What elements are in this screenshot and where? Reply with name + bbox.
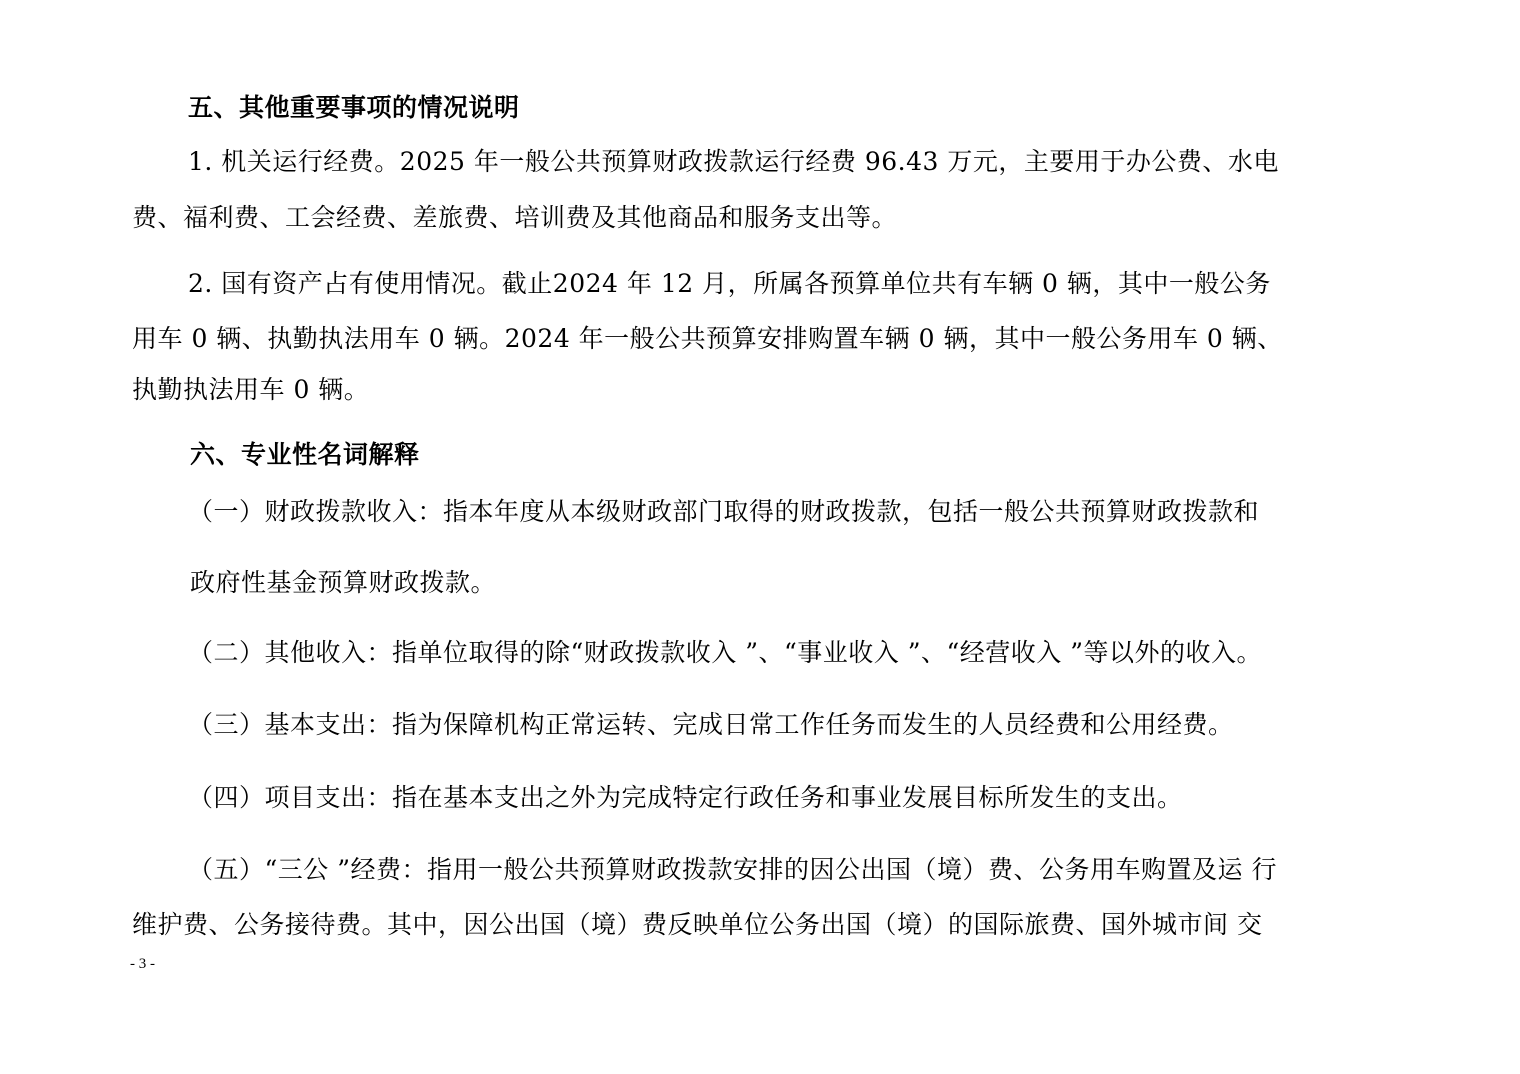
definition-4: （四）项目支出：指在基本支出之外为完成特定行政任务和事业发展目标所发生的支出。 <box>188 783 1183 812</box>
section-5-item-1-line-1: 1. 机关运行经费。2025 年一般公共预算财政拨款运行经费 96.43 万元，主要用于办公费、水电 <box>188 147 1279 176</box>
section-5-item-2-line-2: 用车 0 辆、执勤执法用车 0 辆。2024 年一般公共预算安排购置车辆 0 辆，其中一般公务用车 0 辆、 <box>132 324 1283 353</box>
definition-5-line-2: 维护费、公务接待费。其中，因公出国（境）费反映单位公务出国（境）的国际旅费、国外城市间 交 <box>132 910 1263 939</box>
definition-2: （二）其他收入：指单位取得的除“财政拨款收入 ”、“事业收入 ”、“经营收入 ”等以外的收入。 <box>188 638 1263 667</box>
section-5-item-2-line-1: 2. 国有资产占有使用情况。截止2024 年 12 月，所属各预算单位共有车辆 0 辆，其中一般公务 <box>188 269 1271 298</box>
section-5-heading: 五、其他重要事项的情况说明 <box>188 93 520 122</box>
definition-1-line-2: 政府性基金预算财政拨款。 <box>190 568 497 597</box>
section-5-item-1-line-2: 费、福利费、工会经费、差旅费、培训费及其他商品和服务支出等。 <box>132 203 898 232</box>
definition-5-line-1: （五）“三公 ”经费：指用一般公共预算财政拨款安排的因公出国（境）费、公务用车购置及运 行 <box>188 855 1277 884</box>
page-number: - 3 - <box>130 956 155 972</box>
definition-3: （三）基本支出：指为保障机构正常运转、完成日常工作任务而发生的人员经费和公用经费。 <box>188 710 1234 739</box>
section-6-heading: 六、专业性名词解释 <box>190 440 420 469</box>
definition-1-line-1: （一）财政拨款收入：指本年度从本级财政部门取得的财政拨款，包括一般公共预算财政拨款和 <box>188 497 1260 526</box>
section-5-item-2-line-3: 执勤执法用车 0 辆。 <box>132 375 370 404</box>
